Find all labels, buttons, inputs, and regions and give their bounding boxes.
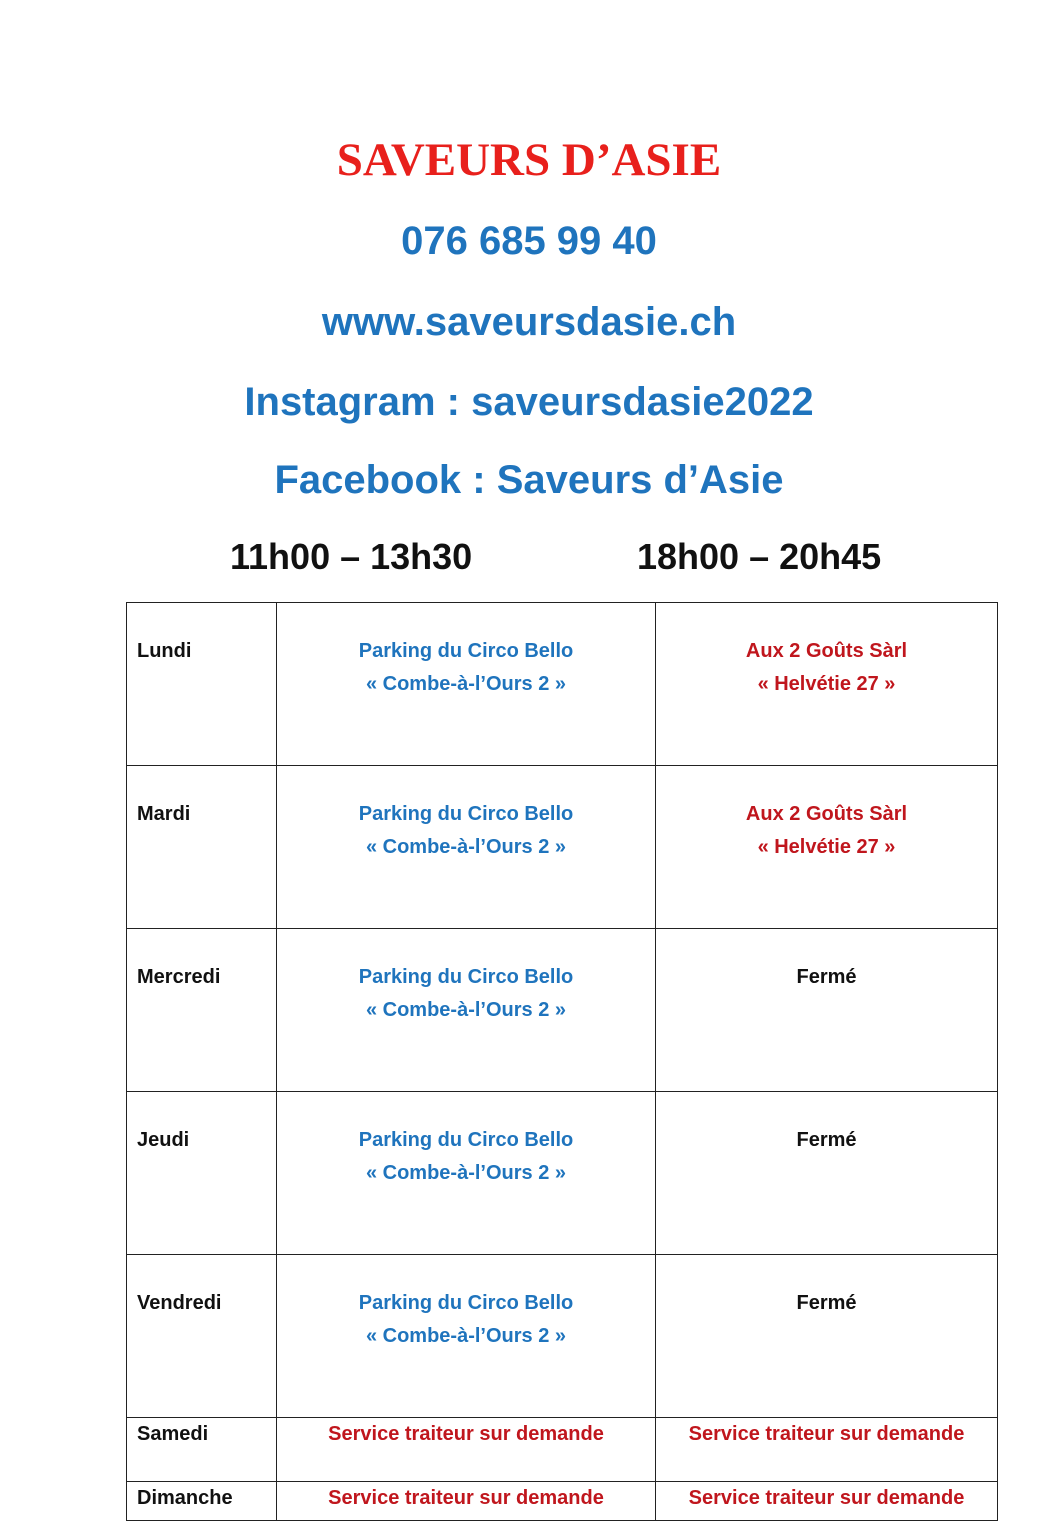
table-row [127, 766, 998, 929]
dinner-catering-cell [656, 1482, 998, 1521]
table-row [127, 1418, 998, 1482]
dinner-status-cell [656, 1092, 998, 1255]
location-name: Aux 2 Goûts Sàrl [745, 640, 908, 662]
dinner-status-cell [656, 1255, 998, 1418]
location-name: Parking du Circo Bello [358, 1292, 574, 1314]
website-link[interactable]: www.saveursdasie.ch [321, 300, 737, 344]
facebook-page: Facebook : Saveurs d’Asie [274, 458, 784, 502]
table-row [127, 1092, 998, 1255]
location-address: « Combe-à-l’Ours 2 » [365, 1325, 567, 1347]
day-cell: Vendredi [127, 1255, 277, 1418]
phone-number: 076 685 99 40 [401, 219, 657, 263]
location-name: Parking du Circo Bello [358, 1129, 574, 1151]
lunch-catering-cell [277, 1482, 656, 1521]
dinner-hours: 18h00 – 20h45 [637, 536, 882, 577]
catering-label: Service traiteur sur demande [688, 1423, 965, 1445]
lunch-catering-cell [277, 1418, 656, 1482]
table-row [127, 1255, 998, 1418]
dinner-status-cell [656, 929, 998, 1092]
closed-label: Fermé [796, 966, 857, 988]
dinner-location-cell [656, 603, 998, 766]
catering-label: Service traiteur sur demande [328, 1487, 604, 1509]
table-row [127, 929, 998, 1092]
lunch-location-cell [277, 929, 656, 1092]
location-address: « Combe-à-l’Ours 2 » [365, 673, 567, 695]
dinner-location-cell [656, 766, 998, 929]
lunch-location-cell [277, 766, 656, 929]
day-cell: Mercredi [127, 929, 277, 1092]
day-cell: Dimanche [127, 1482, 277, 1521]
day-cell: Samedi [127, 1418, 277, 1482]
location-name: Parking du Circo Bello [358, 803, 574, 825]
closed-label: Fermé [796, 1129, 857, 1151]
lunch-location-cell [277, 1255, 656, 1418]
location-address: « Combe-à-l’Ours 2 » [365, 999, 567, 1021]
day-cell: Mardi [127, 766, 277, 929]
catering-label: Service traiteur sur demande [328, 1423, 604, 1445]
schedule-table [126, 602, 998, 1521]
page-title: SAVEURS D’ASIE [336, 134, 722, 186]
location-name: Aux 2 Goûts Sàrl [745, 803, 908, 825]
lunch-location-cell [277, 1092, 656, 1255]
dinner-catering-cell [656, 1418, 998, 1482]
table-row [127, 603, 998, 766]
location-name: Parking du Circo Bello [358, 640, 574, 662]
lunch-hours: 11h00 – 13h30 [230, 536, 473, 577]
day-cell: Jeudi [127, 1092, 277, 1255]
catering-label: Service traiteur sur demande [688, 1487, 965, 1509]
closed-label: Fermé [796, 1292, 857, 1314]
lunch-location-cell [277, 603, 656, 766]
location-address: « Helvétie 27 » [757, 673, 896, 695]
location-address: « Combe-à-l’Ours 2 » [365, 1162, 567, 1184]
day-cell: Lundi [127, 603, 277, 766]
instagram-handle: Instagram : saveursdasie2022 [244, 380, 814, 424]
location-name: Parking du Circo Bello [358, 966, 574, 988]
location-address: « Helvétie 27 » [757, 836, 896, 858]
location-address: « Combe-à-l’Ours 2 » [365, 836, 567, 858]
table-row [127, 1482, 998, 1521]
